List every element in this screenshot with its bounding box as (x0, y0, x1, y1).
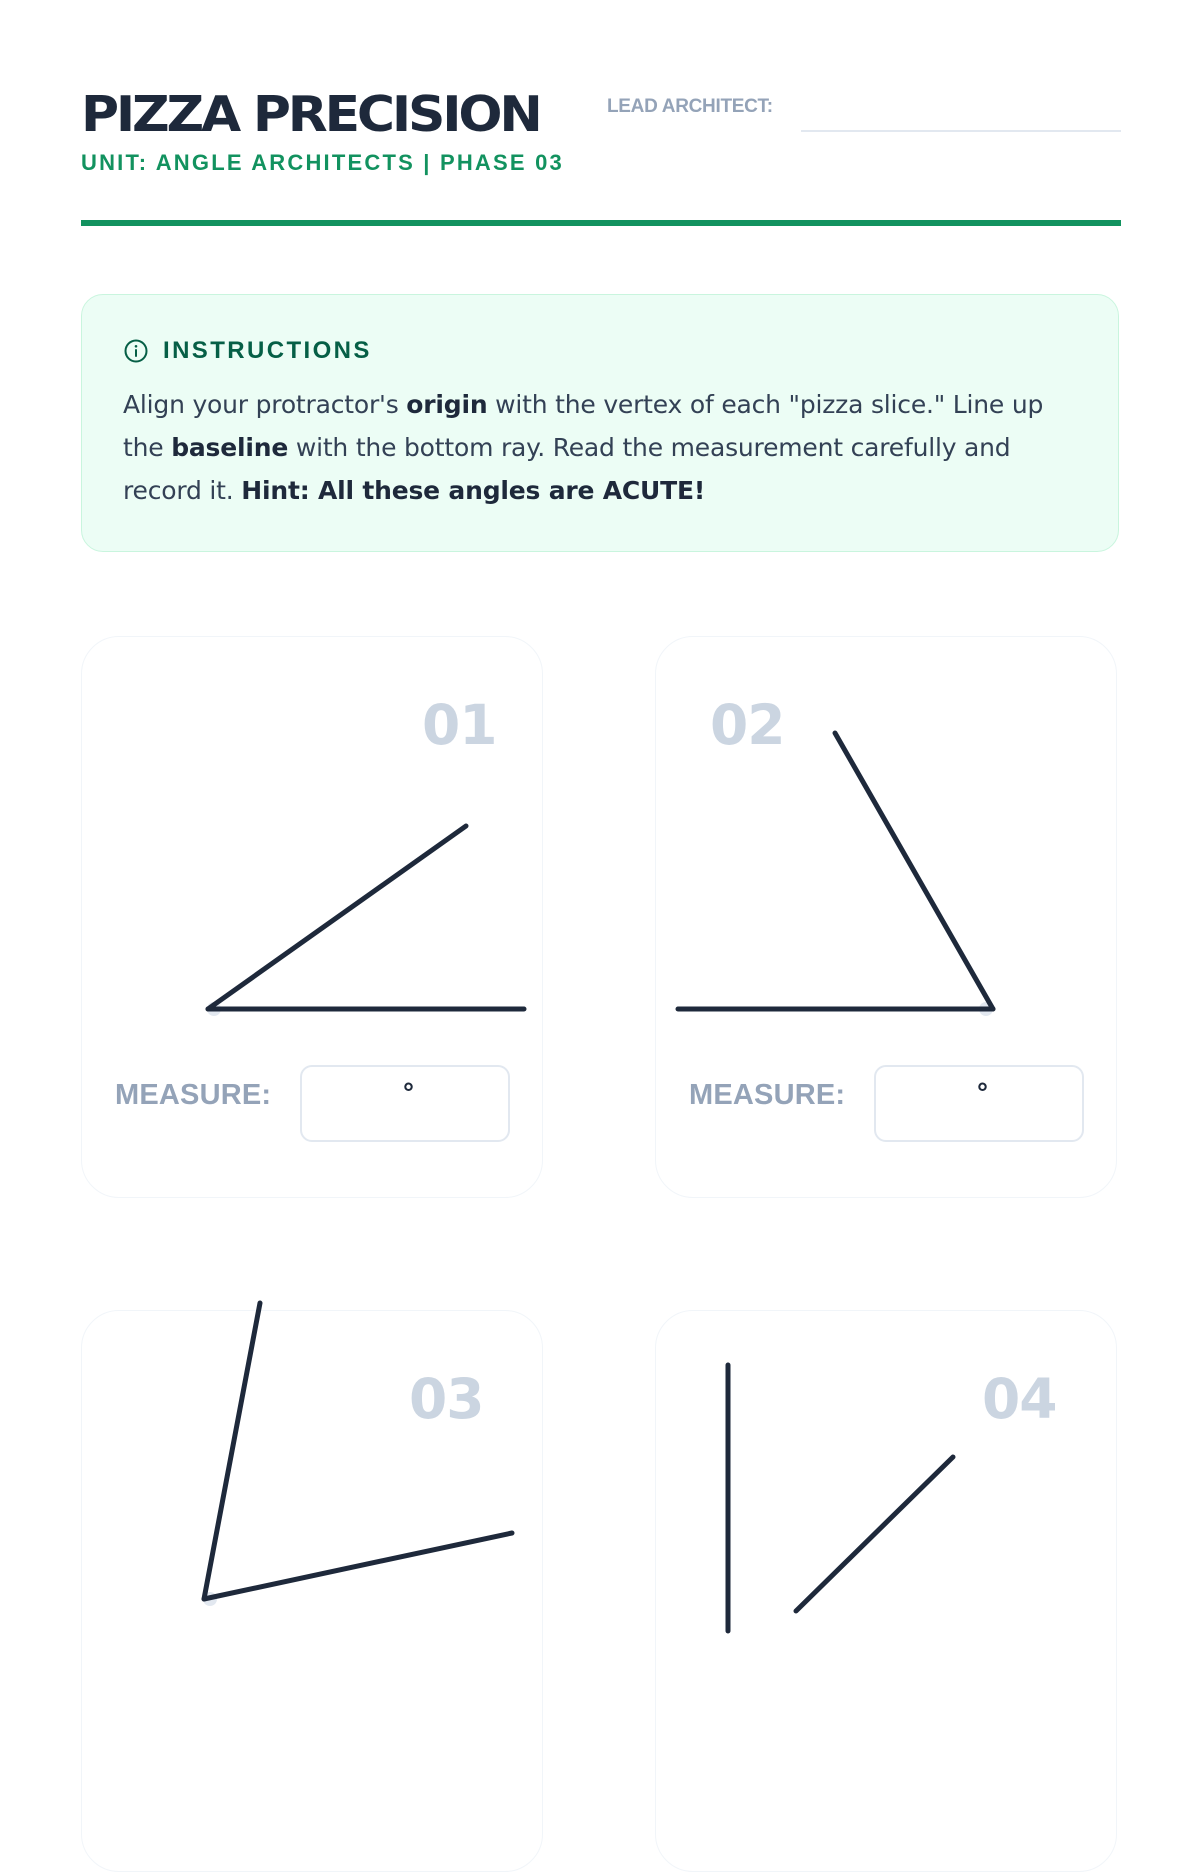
problem-number: 02 (710, 693, 785, 757)
instructions-text-part: Align your protractor's (123, 390, 407, 419)
instructions-text-part: with the vertex of each "pizza slice." Line up the (123, 390, 1044, 462)
angle-diagram-01 (82, 637, 544, 1057)
measure-input-02[interactable] (874, 1065, 1084, 1142)
angle-diagram-02 (656, 637, 1118, 1057)
problem-number: 03 (409, 1367, 484, 1431)
degree-symbol: ° (976, 1079, 989, 1109)
instructions-bold-baseline: baseline (171, 433, 289, 462)
instructions-bold-origin: origin (406, 390, 488, 419)
problem-card-03 (81, 1310, 543, 1872)
angle-second-ray (208, 826, 466, 1009)
problem-number: 01 (422, 693, 497, 757)
instructions-text (123, 383, 1083, 512)
info-icon (123, 338, 149, 364)
problem-card-02 (655, 636, 1117, 1198)
instructions-text-part: with the bottom ray. Read the measurement carefully and record it. (123, 433, 1011, 505)
header (81, 80, 1121, 226)
measure-input-01[interactable] (300, 1065, 510, 1142)
instructions-hint: Hint: All these angles are ACUTE! (241, 476, 706, 505)
lead-architect-label: LEAD ARCHITECT: (607, 96, 773, 117)
angle-base-ray (204, 1533, 512, 1599)
measure-label: MEASURE: (115, 1079, 272, 1111)
angle-second-ray (204, 1303, 260, 1599)
instructions-panel (81, 294, 1119, 552)
problem-card-01 (81, 636, 543, 1198)
angle-diagram-04 (656, 1311, 1118, 1711)
header-divider (81, 220, 1121, 226)
problem-card-04 (655, 1310, 1117, 1872)
angle-diagram-03 (82, 1311, 544, 1711)
instructions-title: INSTRUCTIONS (163, 337, 372, 364)
worksheet-page (81, 0, 1121, 1600)
measure-label: MEASURE: (689, 1079, 846, 1111)
page-subtitle: UNIT: ANGLE ARCHITECTS | PHASE 03 (81, 150, 564, 175)
degree-symbol: ° (402, 1079, 415, 1109)
lead-architect-field[interactable] (801, 130, 1121, 132)
angle-second-ray (835, 733, 993, 1009)
instructions-heading (123, 337, 372, 365)
angle-diagonal-ray (796, 1457, 953, 1611)
problem-number: 04 (982, 1367, 1057, 1431)
page-title: PIZZA PRECISION (81, 86, 540, 143)
